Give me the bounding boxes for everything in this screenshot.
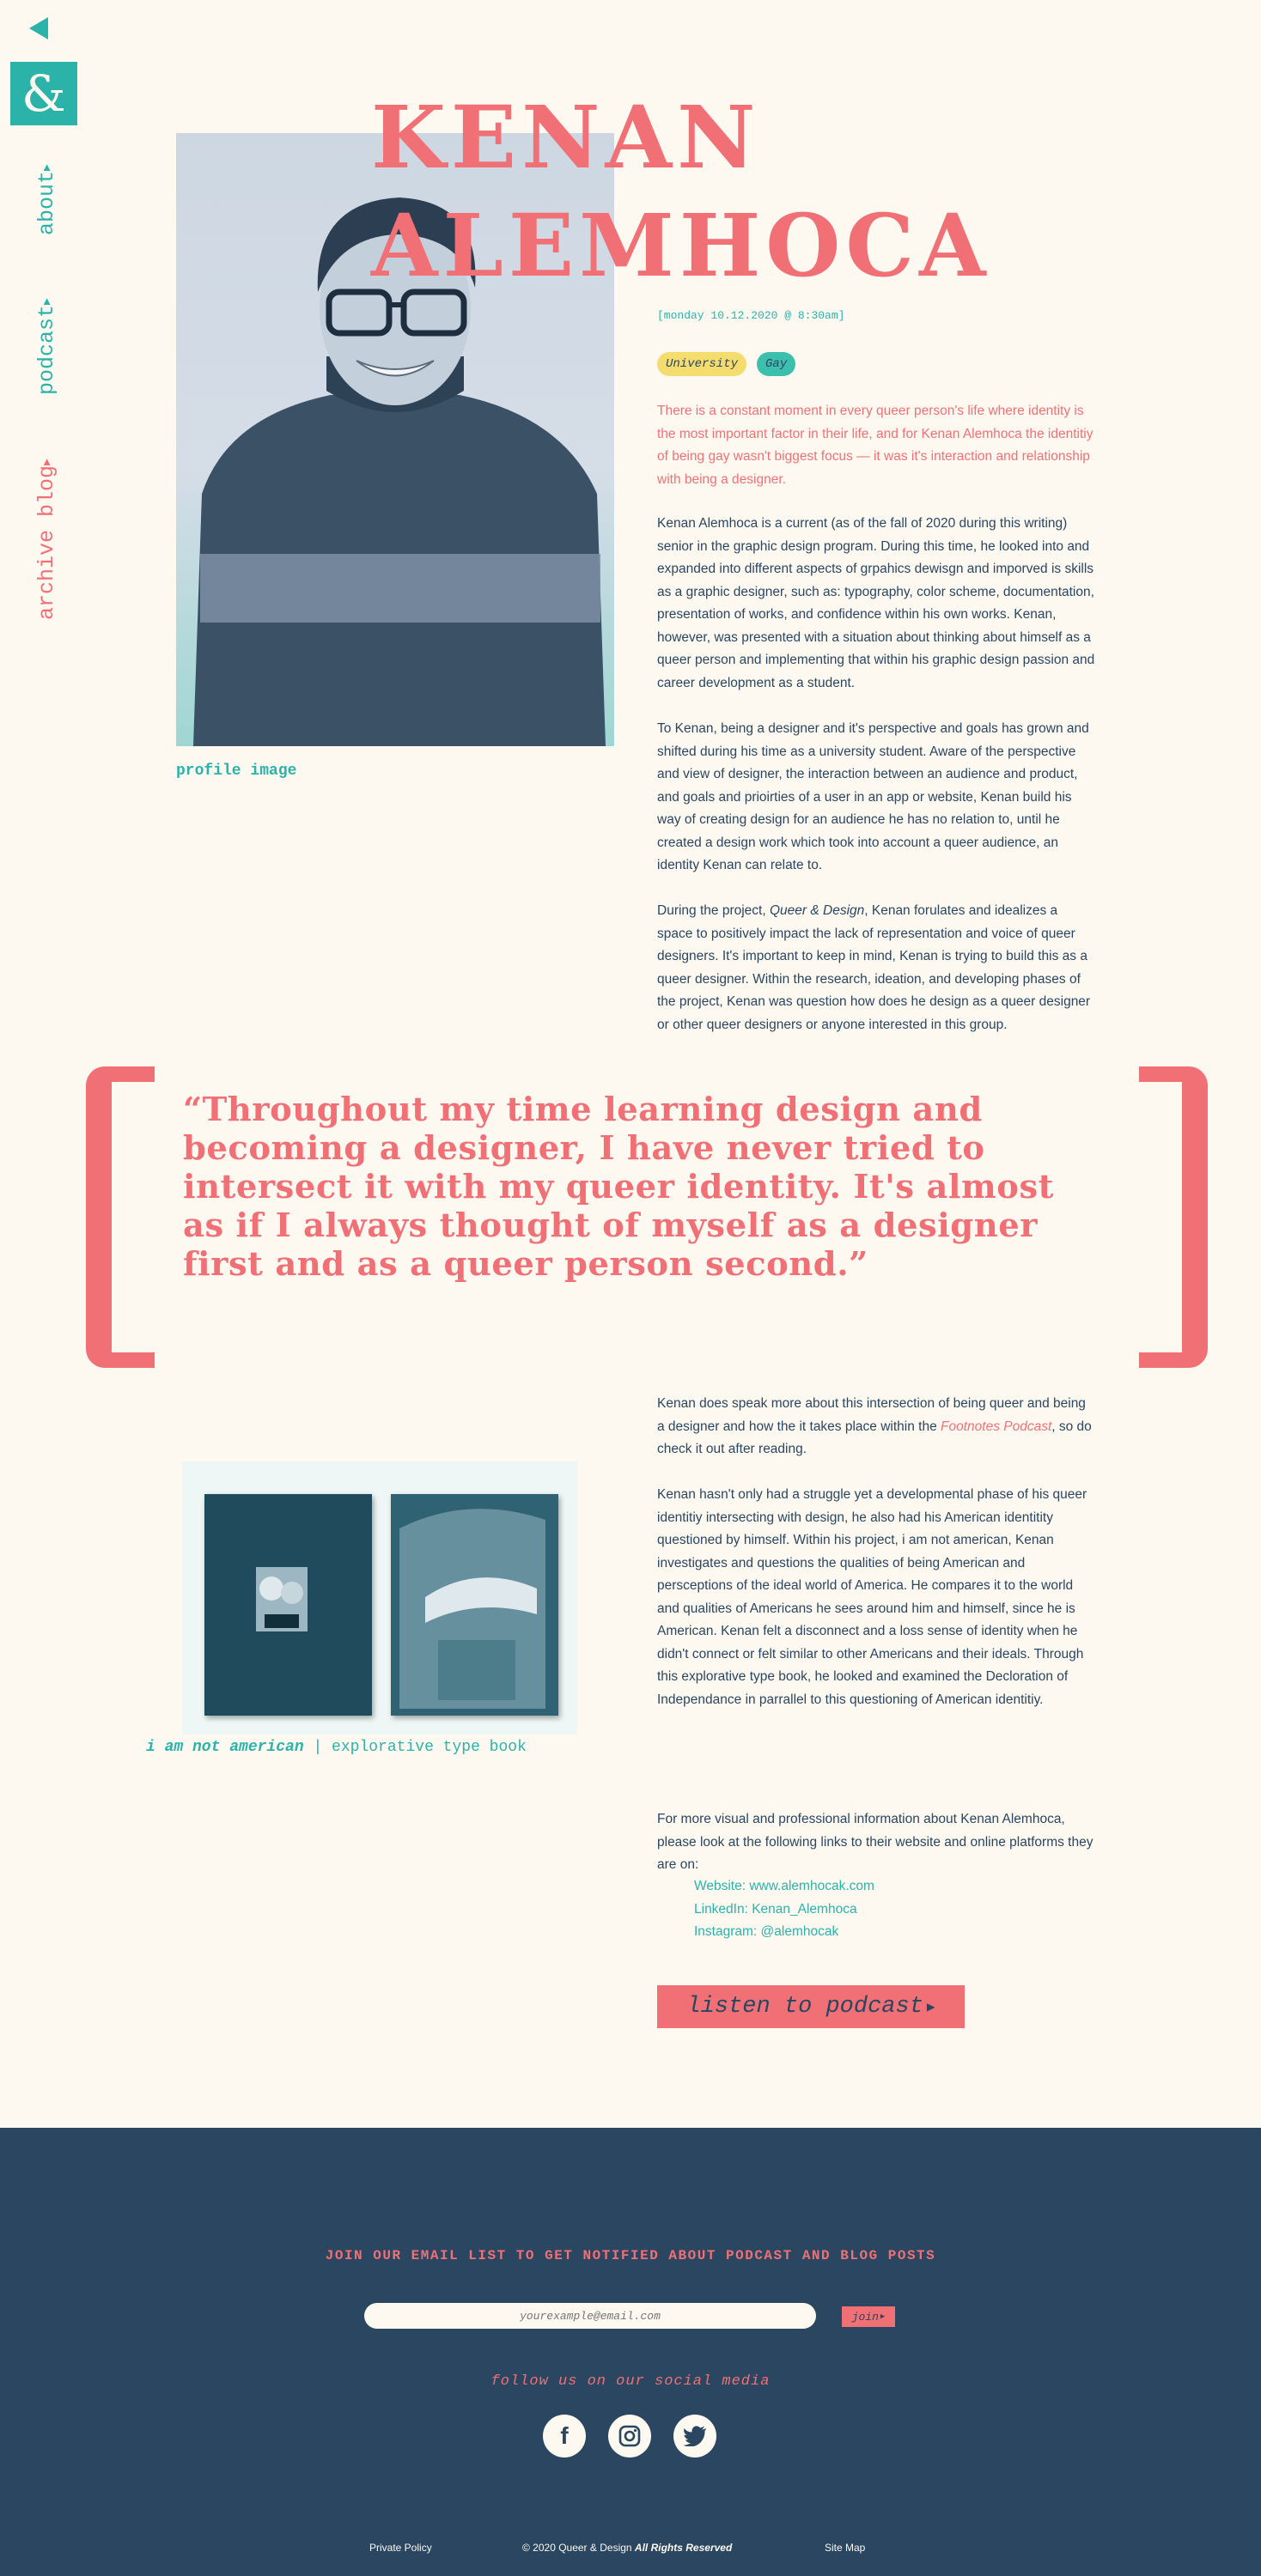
- book-subtitle: | explorative type book: [303, 1739, 527, 1756]
- facebook-icon[interactable]: f: [543, 2415, 586, 2458]
- book-right-art: [391, 1494, 558, 1716]
- book-caption: [146, 1739, 527, 1756]
- instagram-icon[interactable]: [608, 2415, 651, 2458]
- nav-archive-blog[interactable]: [34, 459, 59, 620]
- tag-gay[interactable]: Gay: [757, 352, 795, 376]
- external-links: [694, 1875, 1038, 1944]
- privacy-policy-link[interactable]: Private Policy: [369, 2542, 432, 2554]
- book-title: i am not american: [146, 1739, 304, 1756]
- p3-text-b: , Kenan forulates and idealizes a space to positively impact the lack of representation and voice of queer designers. It's important to keep in mind, Kenan is trying to build this as a queer designer. Within the research, ideation, and developing phases of the project, Kenan was question how does he design as a queer designer or other queer designers or anyone interested in this group.: [657, 903, 1091, 1032]
- nav-podcast[interactable]: [34, 298, 59, 395]
- triangle-right-icon: ▶: [880, 2312, 886, 2321]
- body-paragraph-3: [657, 900, 1095, 1036]
- quote-bracket-left: [86, 1066, 155, 1368]
- listen-button-label: listen to podcast: [686, 1994, 923, 2020]
- post-date: [monday 10.12.2020 @ 8:30am]: [657, 309, 845, 322]
- book-left-art: [204, 1494, 372, 1716]
- book-left-page: [204, 1494, 372, 1716]
- listen-to-podcast-button[interactable]: [657, 1985, 965, 2028]
- triangle-right-icon: ▶: [40, 298, 53, 305]
- site-map-link[interactable]: Site Map: [825, 2542, 866, 2554]
- nav-about-label: about: [34, 170, 59, 235]
- triangle-right-icon: ▶: [40, 459, 53, 465]
- email-input[interactable]: [364, 2303, 816, 2329]
- triangle-right-icon: ▶: [926, 2000, 935, 2015]
- instagram-glyph: [618, 2424, 642, 2448]
- join-button[interactable]: [842, 2306, 895, 2327]
- follow-social-text: follow us on our social media: [490, 2373, 771, 2390]
- tag-list: [657, 352, 1095, 376]
- body-paragraph-4: [657, 1393, 1095, 1461]
- email-list-heading: JOIN OUR EMAIL LIST TO GET NOTIFIED ABOUT PODCAST AND BLOG POSTS: [325, 2248, 936, 2263]
- website-link[interactable]: Website: www.alemhocak.com: [694, 1879, 874, 1893]
- title-line-1: KENAN: [371, 87, 761, 188]
- copyright-text: © 2020 Queer & Design: [522, 2542, 635, 2554]
- rights-text: All Rights Reserved: [634, 2542, 733, 2554]
- intro-paragraph: There is a constant moment in every queer person's life where identity is the most important factor in their life, and for Kenan Alemhoca the identitiy of being gay wasn't biggest focus — it was it's interaction and relationship with being a designer.: [657, 404, 1093, 487]
- nav-podcast-label: podcast: [34, 304, 59, 395]
- copyright: [522, 2542, 732, 2554]
- project-name: Queer & Design: [769, 903, 865, 918]
- body-paragraph-1: Kenan Alemhoca is a current (as of the fall of 2020 during this writing) senior in the graphic design program. During this time, he looked into and expanded into different aspects of grpahics dewisgn and imporved is skills as a graphic designer, such as: typography, color scheme, documentation, presentation of works, and confidence within his own works. Kenan, however, was presented with a situation about thinking about himself as a queer person and implementing that within his graphic design passion and career development as a student.: [657, 516, 1095, 690]
- body-paragraph-2: To Kenan, being a designer and it's perspective and goals has grown and shifted during his time as a university student. Aware of the perspective and view of designer, the interaction between an audience and product, and goals and prioirties of a user in an app or website, Kenan build his way of creating design for an audience he has no relation to, until he created a design work which took into account a queer audience, an identity Kenan can relate to.: [657, 721, 1089, 872]
- join-button-label: join: [851, 2310, 879, 2324]
- p3-text-a: During the project,: [657, 903, 770, 918]
- book-image: [182, 1461, 577, 1735]
- triangle-right-icon: ▶: [40, 164, 53, 171]
- quote-bracket-right: [1139, 1066, 1208, 1368]
- book-right-page: [391, 1494, 558, 1716]
- back-arrow-icon[interactable]: [29, 17, 48, 39]
- pull-quote: “Throughout my time learning design and becoming a designer, I have never tried to intersect it with my queer identity. It's almost as if I always thought of myself as a designer first and as a queer person second.”: [183, 1091, 1054, 1284]
- p4-text-a: Kenan does speak more about this intersection of being queer and being a designer and how the it takes place within the: [657, 1396, 1086, 1434]
- twitter-glyph: [683, 2426, 707, 2446]
- p4-text-b: , so do check it out after reading.: [657, 1419, 1092, 1456]
- tag-university[interactable]: University: [657, 352, 746, 376]
- instagram-link[interactable]: Instagram: @alemhocak: [694, 1924, 839, 1939]
- body-paragraph-6: For more visual and professional information about Kenan Alemhoca, please look at the following links to their website and online platforms they are on:: [657, 1812, 1093, 1872]
- title-line-2: ALEMHOCA: [371, 195, 991, 296]
- body-paragraph-5: Kenan hasn't only had a struggle yet a developmental phase of his queer identitiy intersecting with design, he also had his American identitity questioned by himself. Within his project, i am not american, Kenan investigates and questions the qualities of being American and persceptions of the ideal world of America. He compares it to the world and qualities of Americans he sees around him and himself, since he is American. Kenan felt a disconnect and a loss sense of identity when he didn't connect or felt similar to other Americans and their ideals. Through this explorative type book, he looked and examined the Decloration of Independance in parrallel to this questioning of American identitiy.: [657, 1487, 1087, 1707]
- footnotes-podcast-link[interactable]: Footnotes Podcast: [941, 1419, 1052, 1434]
- logo[interactable]: &: [10, 62, 77, 125]
- profile-image-caption: profile image: [176, 762, 297, 780]
- footer: [0, 2128, 1261, 2576]
- twitter-icon[interactable]: [673, 2415, 716, 2458]
- linkedin-link[interactable]: LinkedIn: Kenan_Alemhoca: [694, 1901, 857, 1917]
- nav-archive-label: archive blog: [34, 465, 59, 620]
- nav-about[interactable]: [34, 164, 59, 235]
